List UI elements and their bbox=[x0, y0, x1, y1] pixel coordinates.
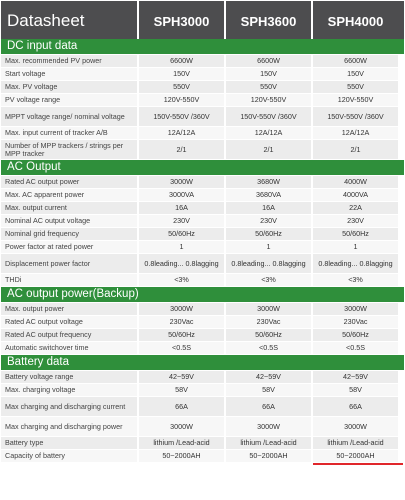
row-value: 2/1 bbox=[224, 140, 311, 159]
row-value: 12A/12A bbox=[224, 127, 311, 139]
table-row bbox=[1, 140, 404, 160]
row-value: 50/60Hz bbox=[224, 329, 311, 341]
row-value: 0.8leading... 0.8lagging bbox=[311, 254, 398, 273]
table-row bbox=[1, 397, 404, 417]
row-value: 66A bbox=[137, 397, 224, 416]
row-label: Displacement power factor bbox=[1, 254, 137, 273]
row-value: 50/60Hz bbox=[137, 329, 224, 341]
section-title: Battery data bbox=[1, 355, 404, 371]
row-label: Number of MPP trackers / strings per MPP tracker bbox=[1, 140, 137, 159]
table-row bbox=[1, 68, 404, 81]
row-label: Start voltage bbox=[1, 68, 137, 80]
row-label: THDi bbox=[1, 274, 137, 286]
row-value: 6600W bbox=[137, 55, 224, 67]
table-row bbox=[1, 384, 404, 397]
row-value: 550V bbox=[137, 81, 224, 93]
row-value: 1 bbox=[311, 241, 398, 253]
row-value: lithium /Lead-acid bbox=[137, 437, 224, 449]
row-value: 50/60Hz bbox=[137, 228, 224, 240]
row-label: Nominal AC output voltage bbox=[1, 215, 137, 227]
row-value: <3% bbox=[311, 274, 398, 286]
model-header-1: SPH3000 bbox=[137, 1, 224, 39]
row-label: Rated AC output frequency bbox=[1, 329, 137, 341]
row-value: 0.8leading... 0.8lagging bbox=[224, 254, 311, 273]
row-value: <3% bbox=[137, 274, 224, 286]
row-label: Max. output current bbox=[1, 202, 137, 214]
section-title: AC output power(Backup) bbox=[1, 287, 404, 303]
row-value: 6600W bbox=[224, 55, 311, 67]
table-row bbox=[1, 274, 404, 287]
row-value: 150V bbox=[224, 68, 311, 80]
row-label: Rated AC output power bbox=[1, 176, 137, 188]
row-value: 16A bbox=[137, 202, 224, 214]
model-header-3: SPH4000 bbox=[311, 1, 398, 39]
row-value: 120V-550V bbox=[224, 94, 311, 106]
row-value: lithium /Lead-acid bbox=[311, 437, 398, 449]
model-header-2: SPH3600 bbox=[224, 1, 311, 39]
row-value: 22A bbox=[311, 202, 398, 214]
row-value: <0.5S bbox=[311, 342, 398, 354]
row-label: MPPT voltage range/ nominal voltage bbox=[1, 107, 137, 126]
row-value: 150V bbox=[137, 68, 224, 80]
table-row bbox=[1, 303, 404, 316]
row-value: 230V bbox=[137, 215, 224, 227]
table-row bbox=[1, 437, 404, 450]
row-value: 4000VA bbox=[311, 189, 398, 201]
row-value: 50~2000AH bbox=[224, 450, 311, 462]
row-label: Max. output power bbox=[1, 303, 137, 315]
row-value: <0.5S bbox=[137, 342, 224, 354]
row-value: <3% bbox=[224, 274, 311, 286]
table-row bbox=[1, 55, 404, 68]
row-value: 3000VA bbox=[137, 189, 224, 201]
row-value: 230Vac bbox=[311, 316, 398, 328]
table-row bbox=[1, 417, 404, 437]
row-label: Capacity of battery bbox=[1, 450, 137, 462]
row-label: Power factor at rated power bbox=[1, 241, 137, 253]
row-label: Max charging and discharging current bbox=[1, 397, 137, 416]
table-row bbox=[1, 215, 404, 228]
table-header bbox=[1, 1, 404, 39]
row-value: 2/1 bbox=[311, 140, 398, 159]
row-value: 3000W bbox=[224, 303, 311, 315]
table-row bbox=[1, 228, 404, 241]
row-value: 50/60Hz bbox=[311, 228, 398, 240]
table-row bbox=[1, 127, 404, 140]
row-value: 230Vac bbox=[224, 316, 311, 328]
row-label: Automatic switchover time bbox=[1, 342, 137, 354]
row-value: 2/1 bbox=[137, 140, 224, 159]
row-value: 150V-550V /360V bbox=[224, 107, 311, 126]
row-value: 42~59V bbox=[137, 371, 224, 383]
row-value: 550V bbox=[311, 81, 398, 93]
row-value: 1 bbox=[224, 241, 311, 253]
row-label: Nominal grid frequency bbox=[1, 228, 137, 240]
table-row bbox=[1, 316, 404, 329]
row-value: 58V bbox=[137, 384, 224, 396]
table-row bbox=[1, 202, 404, 215]
row-value: 3000W bbox=[137, 303, 224, 315]
row-label: Max. input current of tracker A/B bbox=[1, 127, 137, 139]
row-value: <0.5S bbox=[224, 342, 311, 354]
row-label: Battery type bbox=[1, 437, 137, 449]
row-value: 3680W bbox=[224, 176, 311, 188]
row-label: PV voltage range bbox=[1, 94, 137, 106]
row-value: 120V-550V bbox=[311, 94, 398, 106]
row-value: 120V-550V bbox=[137, 94, 224, 106]
table-row bbox=[1, 329, 404, 342]
row-value: 50/60Hz bbox=[311, 329, 398, 341]
row-value: 1 bbox=[137, 241, 224, 253]
row-label: Max. AC apparent power bbox=[1, 189, 137, 201]
table-row bbox=[1, 176, 404, 189]
row-value: 6600W bbox=[311, 55, 398, 67]
row-value: 12A/12A bbox=[137, 127, 224, 139]
row-value: lithium /Lead-acid bbox=[224, 437, 311, 449]
row-value: 3000W bbox=[224, 417, 311, 436]
section-title: DC input data bbox=[1, 39, 404, 55]
row-label: Max. charging voltage bbox=[1, 384, 137, 396]
row-value: 12A/12A bbox=[311, 127, 398, 139]
table-body bbox=[1, 39, 404, 463]
row-label: Max. recommended PV power bbox=[1, 55, 137, 67]
table-row bbox=[1, 94, 404, 107]
row-value: 0.8leading... 0.8lagging bbox=[137, 254, 224, 273]
row-value: 58V bbox=[311, 384, 398, 396]
row-value: 4000W bbox=[311, 176, 398, 188]
row-value: 50~2000AH bbox=[137, 450, 224, 462]
row-value: 230V bbox=[224, 215, 311, 227]
row-value: 3000W bbox=[311, 303, 398, 315]
row-label: Rated AC output voltage bbox=[1, 316, 137, 328]
table-row bbox=[1, 371, 404, 384]
row-value: 50~2000AH bbox=[311, 450, 398, 462]
section-title: AC Output bbox=[1, 160, 404, 176]
row-value: 230Vac bbox=[137, 316, 224, 328]
datasheet-table bbox=[1, 1, 404, 463]
row-value: 150V-550V /360V bbox=[137, 107, 224, 126]
row-label: Battery voltage range bbox=[1, 371, 137, 383]
row-label: Max. PV voltage bbox=[1, 81, 137, 93]
row-value: 58V bbox=[224, 384, 311, 396]
row-value: 150V bbox=[311, 68, 398, 80]
highlight-underline bbox=[313, 463, 403, 465]
row-value: 66A bbox=[311, 397, 398, 416]
datasheet-title: Datasheet bbox=[7, 11, 85, 30]
row-value: 3000W bbox=[137, 176, 224, 188]
row-value: 66A bbox=[224, 397, 311, 416]
row-value: 150V-550V /360V bbox=[311, 107, 398, 126]
row-value: 42~59V bbox=[224, 371, 311, 383]
row-label: Max charging and discharging power bbox=[1, 417, 137, 436]
table-row bbox=[1, 81, 404, 94]
row-value: 50/60Hz bbox=[224, 228, 311, 240]
table-row bbox=[1, 107, 404, 127]
table-row bbox=[1, 342, 404, 355]
row-value: 550V bbox=[224, 81, 311, 93]
row-value: 3680VA bbox=[224, 189, 311, 201]
table-row bbox=[1, 254, 404, 274]
row-value: 230V bbox=[311, 215, 398, 227]
table-row bbox=[1, 189, 404, 202]
table-row bbox=[1, 241, 404, 254]
row-value: 16A bbox=[224, 202, 311, 214]
row-value: 42~59V bbox=[311, 371, 398, 383]
table-row bbox=[1, 450, 404, 463]
row-value: 3000W bbox=[137, 417, 224, 436]
row-value: 3000W bbox=[311, 417, 398, 436]
